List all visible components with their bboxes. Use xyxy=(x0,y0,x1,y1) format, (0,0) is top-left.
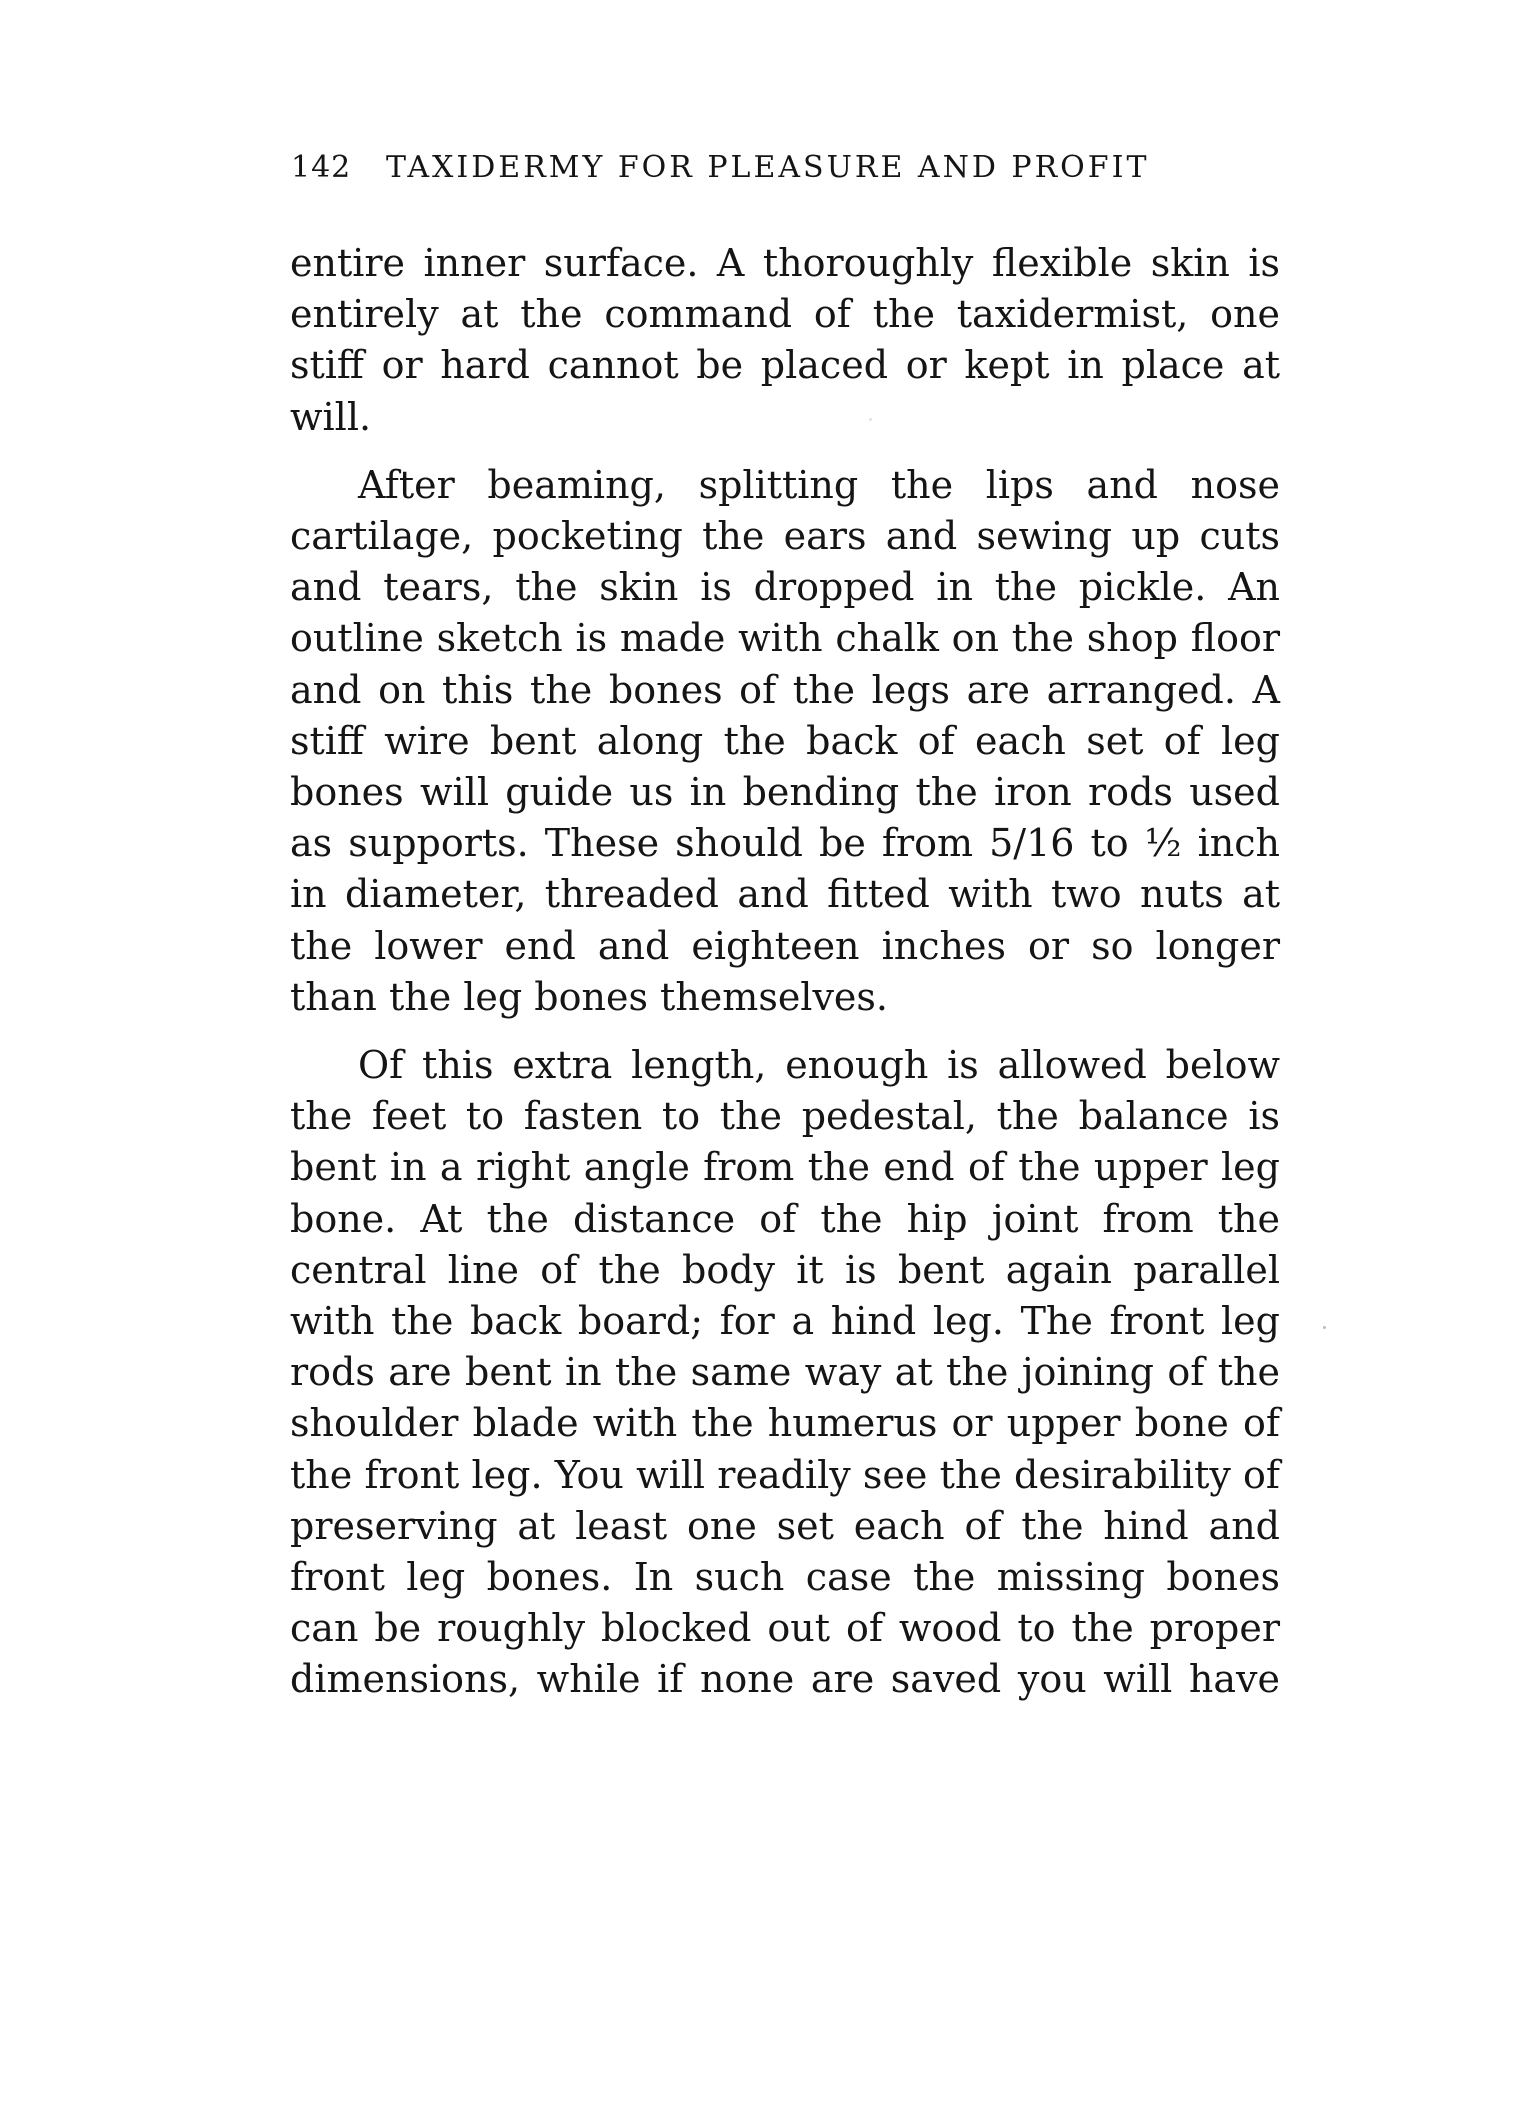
paper-speck xyxy=(1323,1326,1326,1329)
running-title: TAXIDERMY FOR PLEASURE AND PROFIT xyxy=(386,150,1150,185)
paragraph-extra-length: Of this extra length, enough is allowed below the feet to fasten to the pedestal, the balance is bent in a right angle from the end of the upper leg bone. At the distance of the hip joint from the central line of the body it is bent again parallel with the back board; for a hind leg. The front leg rods are bent in the same way at the joining of the shoulder blade with the humerus or upper bone of the front leg. You will readily see the desirability of preserving at least one set each of the hind and front leg bones. In such case the missing bones can be roughly blocked out of wood to the proper dimensions, while if none are saved you will have xyxy=(290,1043,1280,1702)
paragraph-continued: entire inner surface. A thoroughly flexible skin is entirely at the command of the taxidermist, one stiff or hard cannot be placed or kept in place at will. xyxy=(290,241,1280,439)
paper-speck xyxy=(869,418,872,421)
paragraph-beaming: After beaming, splitting the lips and nose cartilage, pocketing the ears and sewing up cuts and tears, the skin is dropped in the pickle. An outline sketch is made with chalk on the shop floor and on this the bones of the legs are arranged. A stiff wire bent along the back of each set of leg bones will guide us in bending the iron rods used as supports. These should be from 5/16 to ½ inch in diameter, threaded and fitted with two nuts at the lower end and eighteen inches or so longer than the leg bones themselves. xyxy=(290,462,1280,1019)
running-head xyxy=(291,150,1291,190)
body-text xyxy=(290,238,1280,1723)
page-number: 142 xyxy=(291,150,352,185)
